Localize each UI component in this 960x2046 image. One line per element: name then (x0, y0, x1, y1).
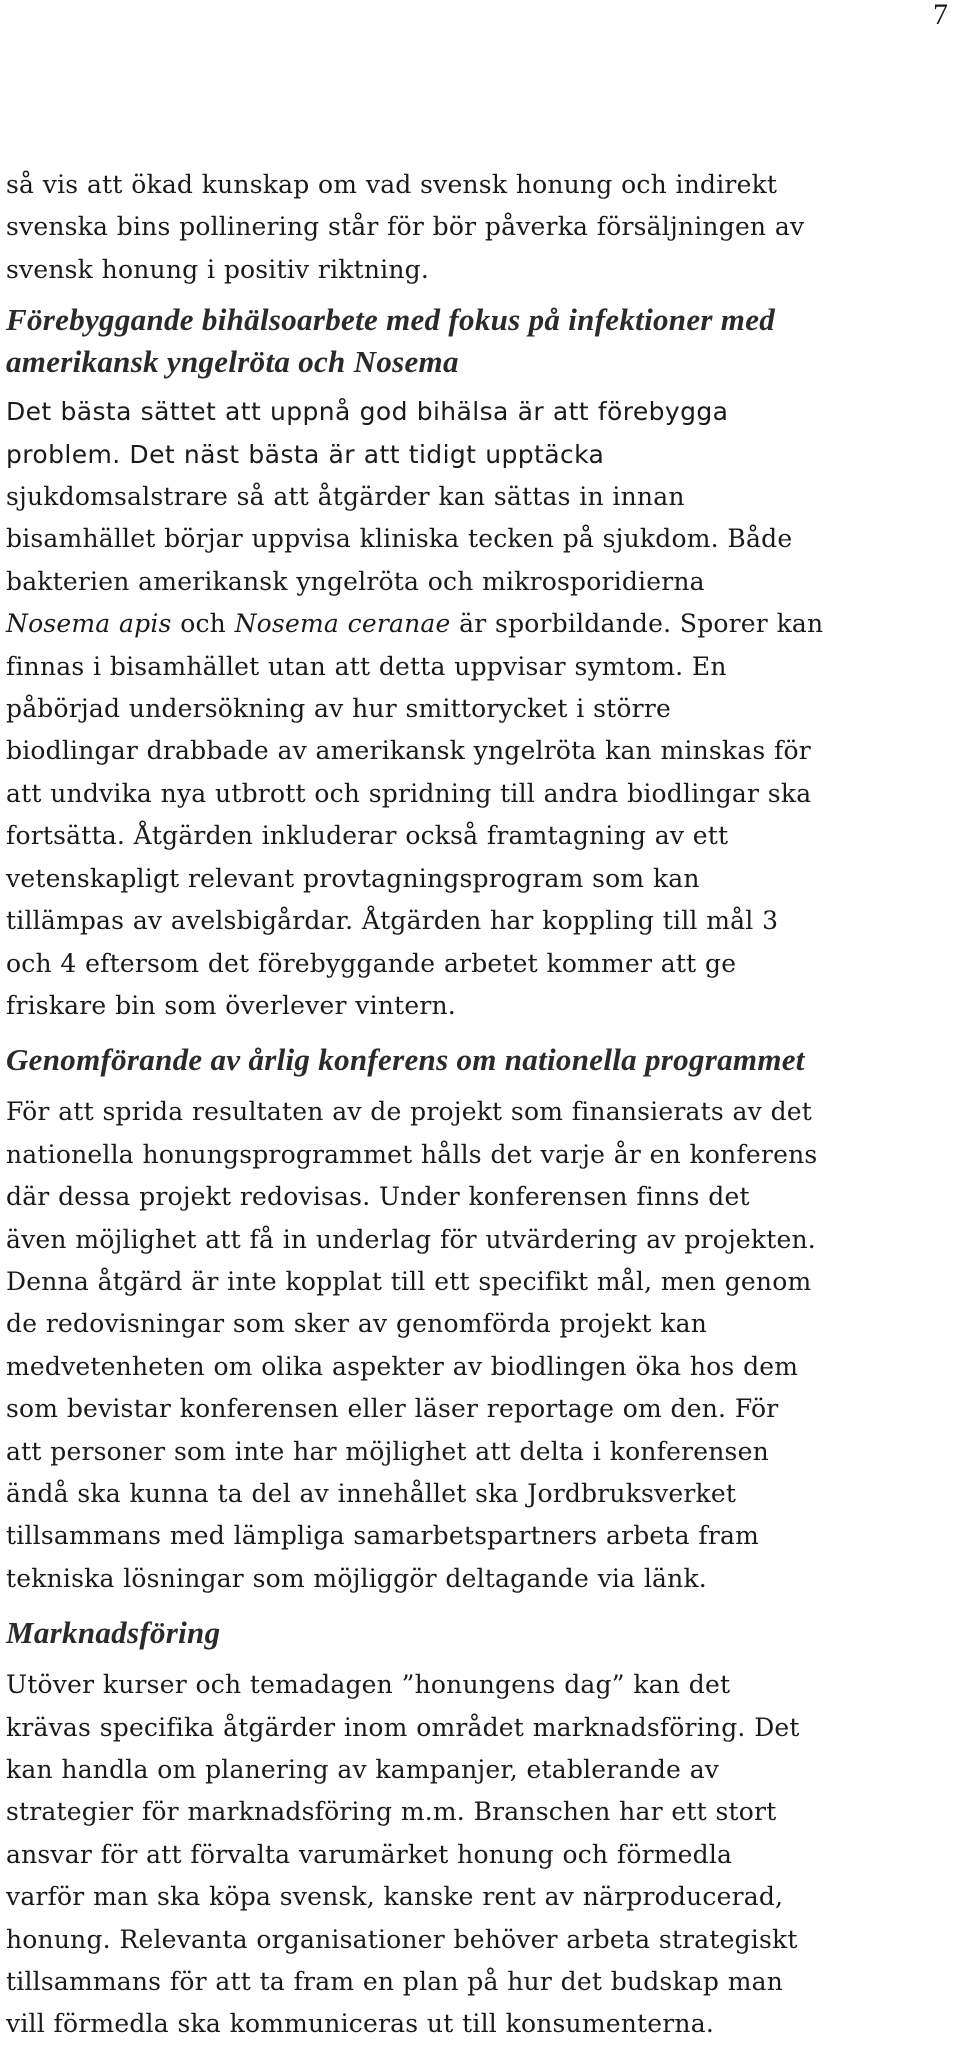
text-line (6, 434, 956, 476)
text-line: För att sprida resultaten av de projekt som finansierats av det (6, 1097, 813, 1127)
section-heading-bihalsa (6, 299, 956, 383)
text-line: tillsammans för att ta fram en plan på hur det budskap man (6, 1967, 784, 1997)
text-line: de redovisningar som sker av genomförda projekt kan (6, 1309, 707, 1339)
text-line: tekniska lösningar som möjliggör deltagande via länk. (6, 1563, 707, 1593)
document-body (6, 164, 956, 2046)
text-line: svenska bins pollinering står för bör påverka försäljningen av (6, 212, 805, 242)
text-line: Denna åtgärd är inte kopplat till ett specifikt mål, men genom (6, 1266, 812, 1296)
text-line: även möjlighet att få in underlag för utvärdering av projekten. (6, 1224, 816, 1254)
text-line: finnas i bisamhället utan att detta uppvisar symtom. En (6, 651, 727, 681)
text-line: sjukdomsalstrare så att åtgärder kan sättas in innan (6, 482, 685, 512)
konferens-paragraph (6, 1091, 956, 1600)
bihalsa-paragraph (6, 391, 956, 1027)
species-name: Nosema ceranae (234, 609, 451, 639)
text-fragment: är sporbildande. Sporer kan (450, 609, 824, 639)
text-line: vill förmedla ska kommuniceras ut till konsumenterna. (6, 2009, 714, 2039)
heading-line: Genomförande av årlig konferens om nationella programmet (6, 1042, 805, 1078)
text-line: ansvar för att förvalta varumärket honung och förmedla (6, 1839, 733, 1869)
text-line: biodlingar drabbade av amerikansk yngelröta kan minskas för (6, 736, 811, 766)
text-line: Det bästa sättet att uppnå god bihälsa är att förebygga (6, 397, 729, 427)
text-line: tillämpas av avelsbigårdar. Åtgärden har koppling till mål 3 (6, 906, 779, 936)
text-line: ändå ska kunna ta del av innehållet ska Jordbruksverket (6, 1478, 737, 1508)
text-line: strategier för marknadsföring m.m. Branschen har ett stort (6, 1797, 777, 1827)
text-line: kan handla om planering av kampanjer, etablerande av (6, 1755, 720, 1784)
text-line: tillsammans med lämpliga samarbetspartners arbeta fram (6, 1521, 760, 1551)
heading-line: amerikansk yngelröta och Nosema (6, 344, 459, 380)
text-line: som bevistar konferensen eller läser reportage om den. För (6, 1394, 779, 1424)
heading-line: Förebyggande bihälsoarbete med fokus på infektioner med (6, 302, 776, 338)
text-line: medvetenheten om olika aspekter av biodlingen öka hos dem (6, 1351, 799, 1381)
page-number: 7 (933, 0, 948, 31)
species-name: Nosema apis (6, 609, 172, 639)
text-line: bakterien amerikansk yngelröta och mikrosporidierna (6, 566, 705, 596)
text-line: varför man ska köpa svensk, kanske rent av närproducerad, (6, 1882, 784, 1912)
text-line: friskare bin som överlever vintern. (6, 990, 456, 1020)
text-line: svensk honung i positiv riktning. (6, 254, 430, 284)
section-heading-konferens (6, 1039, 956, 1081)
text-line: krävas specifika åtgärder inom området marknadsföring. Det (6, 1712, 800, 1742)
text-line: nationella honungsprogrammet hålls det varje år en konferens (6, 1139, 818, 1169)
text-line: Utöver kurser och temadagen ”honungens dag” kan det (6, 1670, 731, 1700)
text-line: och 4 eftersom det förebyggande arbetet kommer att ge (6, 948, 737, 978)
section-heading-marknadsforing (6, 1612, 956, 1654)
text-line: att personer som inte har möjlighet att delta i konferensen (6, 1436, 769, 1466)
text-line: att undvika nya utbrott och spridning till andra biodlingar ska (6, 778, 812, 808)
marknadsforing-paragraph (6, 1664, 956, 2046)
text-fragment: problem. Det näst bästa är att tidigt upptäcka (6, 439, 605, 469)
heading-line: Marknadsföring (6, 1615, 221, 1651)
text-line: fortsätta. Åtgärden inkluderar också framtagning av ett (6, 821, 729, 851)
text-line: påbörjad undersökning av hur smittorycket i större (6, 694, 671, 724)
text-fragment: och (171, 609, 235, 639)
intro-paragraph (6, 164, 956, 291)
text-line: bisamhället börjar uppvisa kliniska tecken på sjukdom. Både (6, 524, 793, 554)
text-line: där dessa projekt redovisas. Under konferensen finns det (6, 1182, 750, 1212)
text-line: så vis att ökad kunskap om vad svensk honung och indirekt (6, 170, 778, 199)
text-line: honung. Relevanta organisationer behöver arbeta strategiskt (6, 1924, 798, 1954)
text-line: vetenskapligt relevant provtagningsprogram som kan (6, 863, 700, 893)
text-line (6, 603, 956, 645)
